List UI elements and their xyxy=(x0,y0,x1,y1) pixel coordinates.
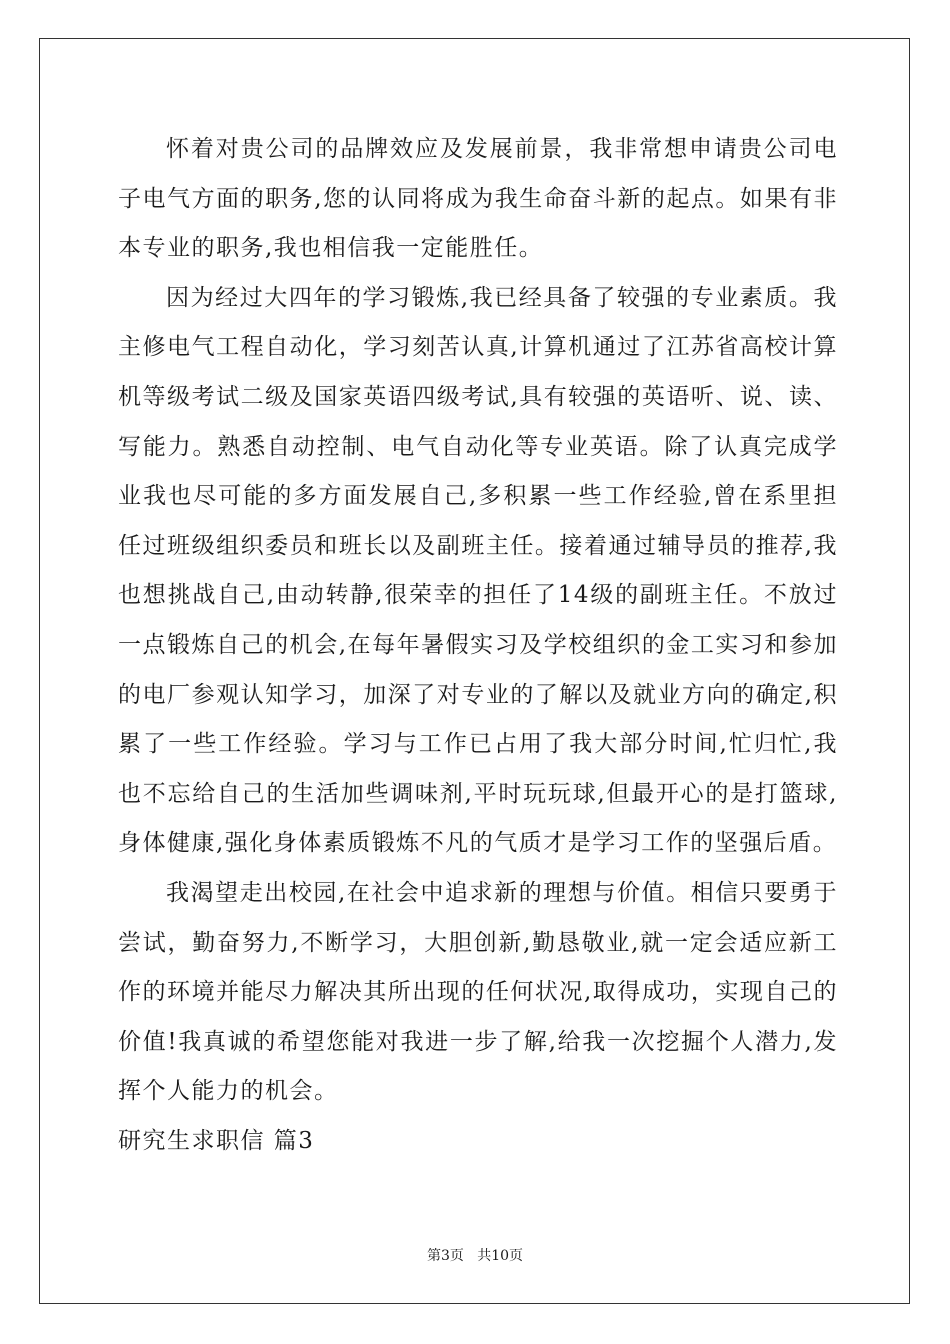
section-heading: 研究生求职信 篇3 xyxy=(118,1127,315,1154)
paragraph-aspirations: 我渴望走出校园,在社会中追求新的理想与价值。相信只要勇于尝试，勤奋努力,不断学习，大胆创新,勤恳敬业,就一定会适应新工作的环境并能尽力解决其所出现的任何状况,取得成功，实现自己的价值!我真诚的希望您能对我进一步了解,给我一次挖掘个人潜力,发挥个人能力的机会。 xyxy=(118,879,838,1105)
paragraph-qualifications: 因为经过大四年的学习锻炼,我已经具备了较强的专业素质。我主修电气工程自动化，学习刻苦认真,计算机通过了江苏省高校计算机等级考试二级及国家英语四级考试,具有较强的英语听、说、读、写能力。熟悉自动控制、电气自动化等专业英语。除了认真完成学业我也尽可能的多方面发展自己,多积累一些工作经验,曾在系里担任过班级组织委员和班长以及副班主任。接着通过辅导员的推荐,我也想挑战自己,由动转静,很荣幸的担任了14级的副班主任。不放过一点锻炼自己的机会,在每年暑假实习及学校组织的金工实习和参加的电厂参观认知学习，加深了对专业的了解以及就业方向的确定,积累了一些工作经验。学习与工作已占用了我大部分时间,忙归忙,我也不忘给自己的生活加些调味剂,平时玩玩球,但最开心的是打篮球,身体健康,强化身体素质锻炼不凡的气质才是学习工作的坚强后盾。 xyxy=(118,284,838,857)
paragraph-intent: 怀着对贵公司的品牌效应及发展前景，我非常想申请贵公司电子电气方面的职务,您的认同将成为我生命奋斗新的起点。如果有非本专业的职务,我也相信我一定能胜任。 xyxy=(118,136,838,262)
document-body xyxy=(118,125,838,1166)
page-number-footer: 第3页 共10页 xyxy=(426,1248,524,1264)
